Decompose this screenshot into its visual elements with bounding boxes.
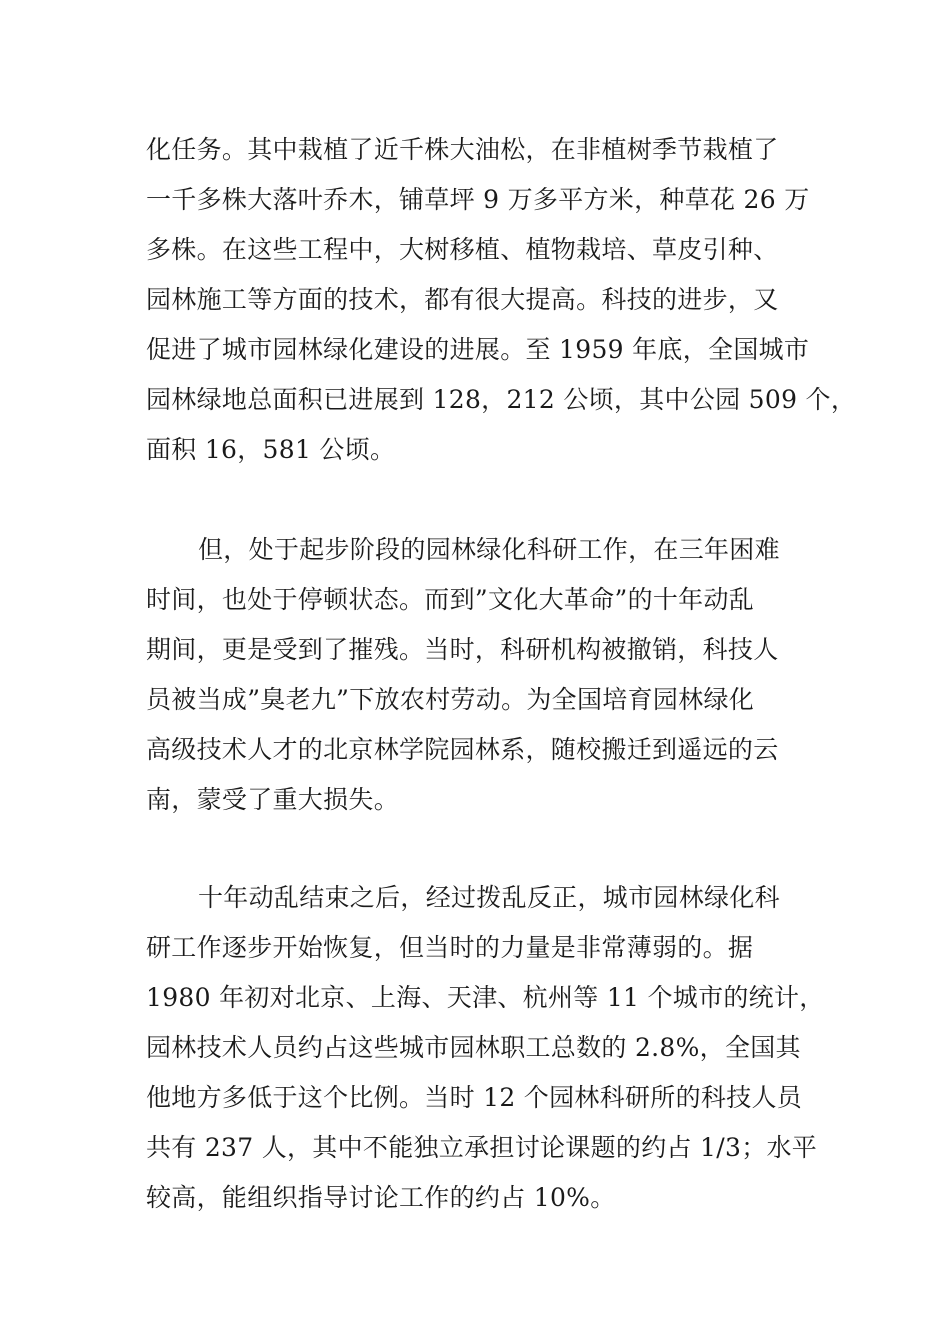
paragraph-3-line-5: 他地方多低于这个比例。当时 12 个园林科研所的科技人员	[146, 1083, 803, 1112]
paragraph-2-line-1: 但，处于起步阶段的园林绿化科研工作，在三年困难	[198, 535, 780, 564]
paragraph-1-line-4: 园林施工等方面的技术，都有很大提高。科技的进步，又	[146, 285, 779, 314]
paragraph-1-line-6: 园林绿地总面积已进展到 128，212 公顷，其中公园 509 个，	[146, 385, 857, 414]
paragraph-3-line-4: 园林技术人员约占这些城市园林职工总数的 2.8%，全国其	[146, 1033, 801, 1062]
paragraph-1-line-1: 化任务。其中栽植了近千株大油松，在非植树季节栽植了	[146, 135, 779, 164]
paragraph-1-line-2: 一千多株大落叶乔木，铺草坪 9 万多平方米，种草花 26 万	[146, 185, 810, 214]
paragraph-1-line-5: 促进了城市园林绿化建设的进展。至 1959 年底，全国城市	[146, 335, 810, 364]
paragraph-3-line-6: 共有 237 人，其中不能独立承担讨论课题的约占 1/3；水平	[146, 1133, 818, 1162]
paragraph-1-line-3: 多株。在这些工程中，大树移植、植物栽培、草皮引种、	[146, 235, 779, 264]
paragraph-3-line-7: 较高，能组织指导讨论工作的约占 10%。	[146, 1183, 616, 1212]
paragraph-1-line-7: 面积 16，581 公顷。	[146, 435, 396, 464]
paragraph-2-line-5: 高级技术人才的北京林学院园林系，随校搬迁到遥远的云	[146, 735, 779, 764]
paragraph-2-line-4: 员被当成”臭老九”下放农村劳动。为全国培育园林绿化	[146, 685, 755, 714]
paragraph-3-line-2: 研工作逐步开始恢复，但当时的力量是非常薄弱的。据	[146, 933, 754, 962]
paragraph-3-line-3: 1980 年初对北京、上海、天津、杭州等 11 个城市的统计，	[146, 983, 825, 1012]
paragraph-3-line-1: 十年动乱结束之后，经过拨乱反正，城市园林绿化科	[198, 883, 780, 912]
paragraph-2-line-3: 期间，更是受到了摧残。当时，科研机构被撤销，科技人	[146, 635, 779, 664]
paragraph-2-line-2: 时间，也处于停顿状态。而到”文化大革命”的十年动乱	[146, 585, 755, 614]
paragraph-2-line-6: 南，蒙受了重大损失。	[146, 785, 400, 814]
